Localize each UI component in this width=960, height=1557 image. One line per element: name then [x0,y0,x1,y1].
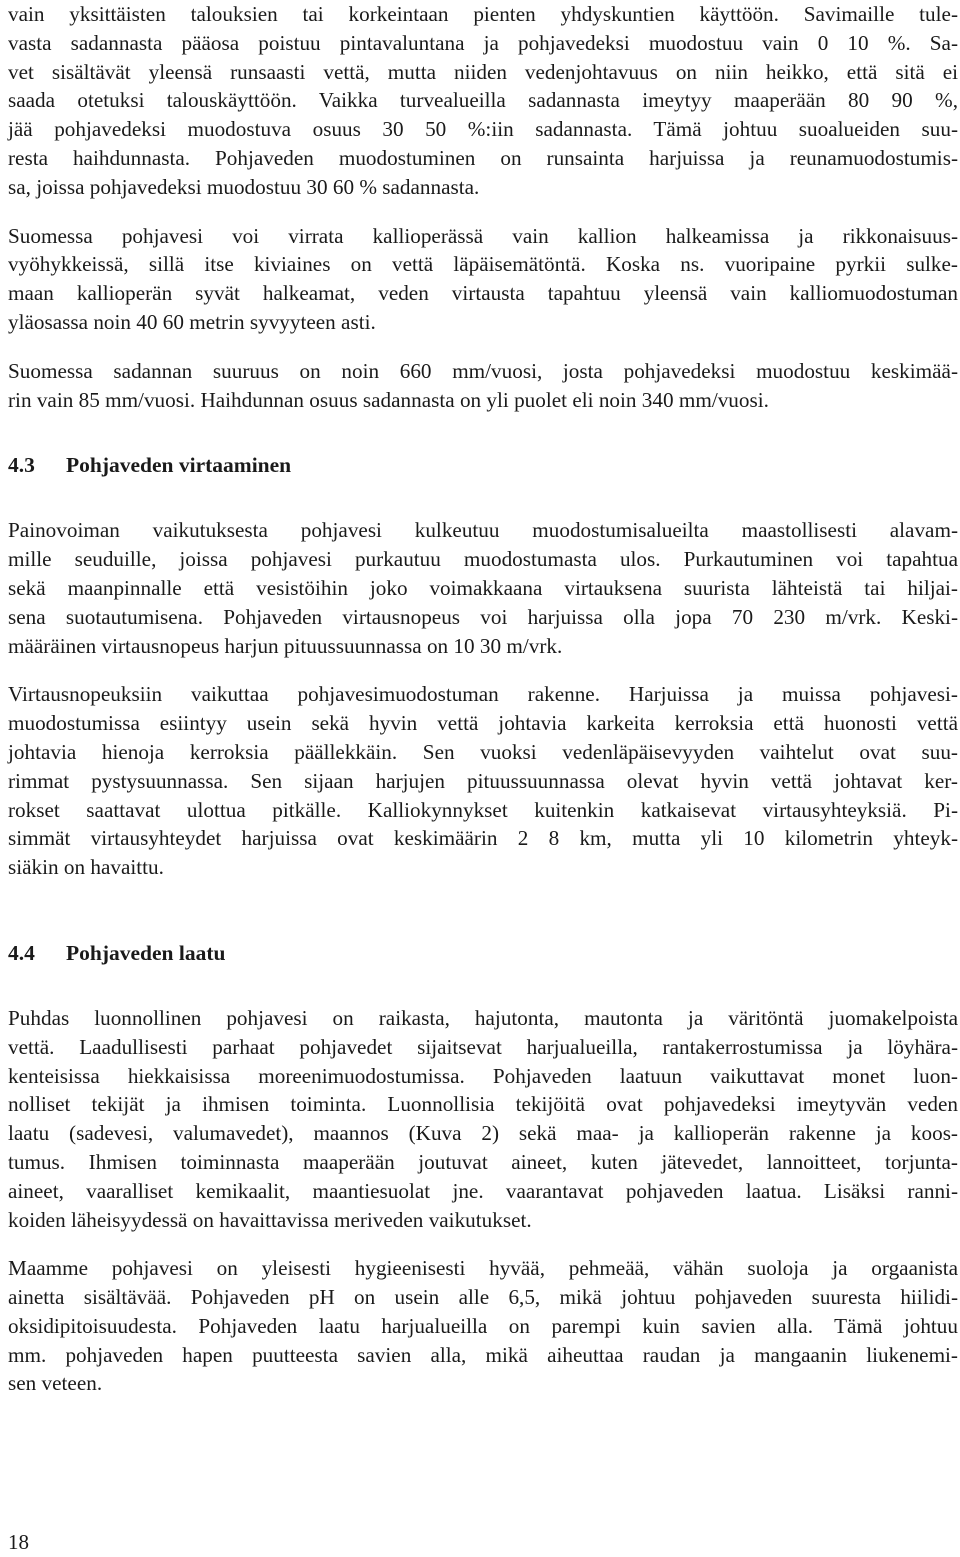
text-line: simmät virtausyhteydet harjuissa ovat keskimäärin 2 8 km, mutta yli 10 kilometrin yhteyk- [8,826,958,851]
paragraph-precipitation [8,357,958,415]
section-number: 4.4 [8,940,35,965]
text-line: Puhdas luonnollinen pohjavesi on raikasta, hajutonta, mautonta ja väritöntä juomakelpoista [8,1005,958,1030]
paragraph-quality-finland [8,1254,958,1398]
section-heading-4-3 [8,450,958,480]
text-line: maan kallioperän syvät halkeamat, veden virtausta tapahtuu yleensä vain kalliomuodostuman [8,281,958,306]
text-line: mille seuduille, joissa pohjavesi purkautuu muodostumasta ulos. Purkautuminen voi tapahtua [8,547,958,572]
text-line: vasta sadannasta pääosa poistuu pintavaluntana ja pohjavedeksi muodostuu vain 0 10 %. Sa- [8,30,958,55]
text-line: rimmat pystysuunnassa. Sen sijaan harjujen pituussuunnassa olevat hyvin vettä johtavat ker- [8,768,958,793]
paragraph-bedrock [8,222,958,337]
text-line: rin vain 85 mm/vuosi. Haihdunnan osuus sadannasta on yli puolet eli noin 340 mm/vuosi. [8,387,769,412]
text-line: johtavia hienoja kerroksia päällekkäin. Sen vuoksi vedenläpäisevyyden vaihtelut ovat suu- [8,739,958,764]
text-line: Virtausnopeuksiin vaikuttaa pohjavesimuodostuman rakenne. Harjuissa ja muissa pohjavesi- [8,682,958,707]
text-line: vet sisältävät yleensä runsaasti vettä, mutta niiden vedenjohtavuus on niin heikko, että sitä ei [8,59,958,84]
text-line: vettä. Laadullisesti parhaat pohjavedet sijaitsevat harjualueilla, rantakerrostumissa ja löyhära- [8,1034,958,1059]
text-line: jää pohjavedeksi muodostuva osuus 30 50 %:iin sadannasta. Tämä johtuu suoalueiden suu- [8,117,958,142]
section-heading-4-4 [8,938,958,968]
text-line: resta haihdunnasta. Pohjaveden muodostuminen on runsainta harjuissa ja reunamuodostumis- [8,145,958,170]
text-line: muodostumissa esiintyy usein sekä hyvin vettä johtavia karkeita kerroksia että huonosti vettä [8,711,958,736]
text-line: rokset saattavat ulottua pitkälle. Kalliokynnykset kuitenkin katkaisevat virtausyhteyksiä. Pi- [8,797,958,822]
page-number: 18 [8,1530,29,1554]
text-line: ainetta sisältävää. Pohjaveden pH on usein alle 6,5, mikä johtuu pohjaveden suuresta hiilidi- [8,1285,958,1310]
text-line: Painovoiman vaikutuksesta pohjavesi kulkeutuu muodostumisalueilta maastollisesti alavam- [8,518,958,543]
text-line: sa, joissa pohjavedeksi muodostuu 30 60 % sadannasta. [8,174,480,199]
text-line: siäkin on havaittu. [8,855,164,880]
text-line: sen veteen. [8,1371,103,1396]
section-title: Pohjaveden virtaaminen [66,453,292,478]
paragraph-intro [8,0,958,202]
text-line: määräinen virtausnopeus harjun pituussuunnassa on 10 30 m/vrk. [8,633,563,658]
text-line: mm. pohjaveden hapen puutteesta savien alla, mikä aiheuttaa raudan ja mangaanin liukenemi- [8,1342,958,1367]
text-line: nolliset tekijät ja ihmisen toiminta. Luonnollisia tekijöitä ovat pohjavedeksi imeytyvän veden [8,1092,958,1117]
text-line: sekä maanpinnalle että vesistöihin joko voimakkaana virtauksena suurista lähteistä tai hiljai- [8,575,958,600]
text-line: kenteisissa hiekkaisissa moreenimuodostumissa. Pohjaveden laatuun vaikuttavat monet luon- [8,1063,958,1088]
text-line: yläosassa noin 40 60 metrin syvyyteen asti. [8,309,376,334]
text-line: Suomessa sadannan suuruus on noin 660 mm/vuosi, josta pohjavedeksi muodostuu keskimää- [8,358,958,383]
text-line: oksidipitoisuudesta. Pohjaveden laatu harjualueilla on parempi kuin savien alla. Tämä johtuu [8,1313,958,1338]
paragraph-quality [8,1004,958,1234]
paragraph-flow [8,516,958,660]
text-line: tumus. Ihmisen toiminnasta maaperään joutuvat aineet, kuten jätevedet, lannoitteet, torjunta- [8,1149,958,1174]
text-line: vain yksittäisten talouksien tai korkeintaan pienten yhdyskuntien käyttöön. Savimaille tule- [8,2,958,26]
text-line: sena suotautumisena. Pohjaveden virtausnopeus voi harjuissa olla jopa 70 230 m/vrk. Keski- [8,604,958,629]
paragraph-flow-speed [8,680,958,882]
text-line: laatu (sadevesi, valumavedet), maannos (Kuva 2) sekä maa- ja kallioperän rakenne ja koos- [8,1121,958,1146]
text-line: vyöhykkeissä, sillä itse kiviaines on vettä läpäisemätöntä. Koska ns. vuoripaine pyrkii sulke- [8,252,958,277]
section-number: 4.3 [8,453,35,478]
text-line: aineet, vaaralliset kemikaalit, maantiesuolat jne. vaarantavat pohjaveden laatua. Lisäksi ranni- [8,1178,958,1203]
section-title: Pohjaveden laatu [66,940,226,965]
text-line: Maamme pohjavesi on yleisesti hygieenisesti hyvää, pehmeää, vähän suoloja ja orgaanista [8,1256,958,1281]
text-line: koiden läheisyydessä on havaittavissa meriveden vaikutukset. [8,1207,532,1232]
document-page [8,0,958,1398]
text-line: Suomessa pohjavesi voi virrata kallioperässä vain kallion halkeamissa ja rikkonaisuus- [8,223,958,248]
text-line: saada otetuksi talouskäyttöön. Vaikka turvealueilla sadannasta imeytyy maaperään 80 90 %, [8,88,958,113]
